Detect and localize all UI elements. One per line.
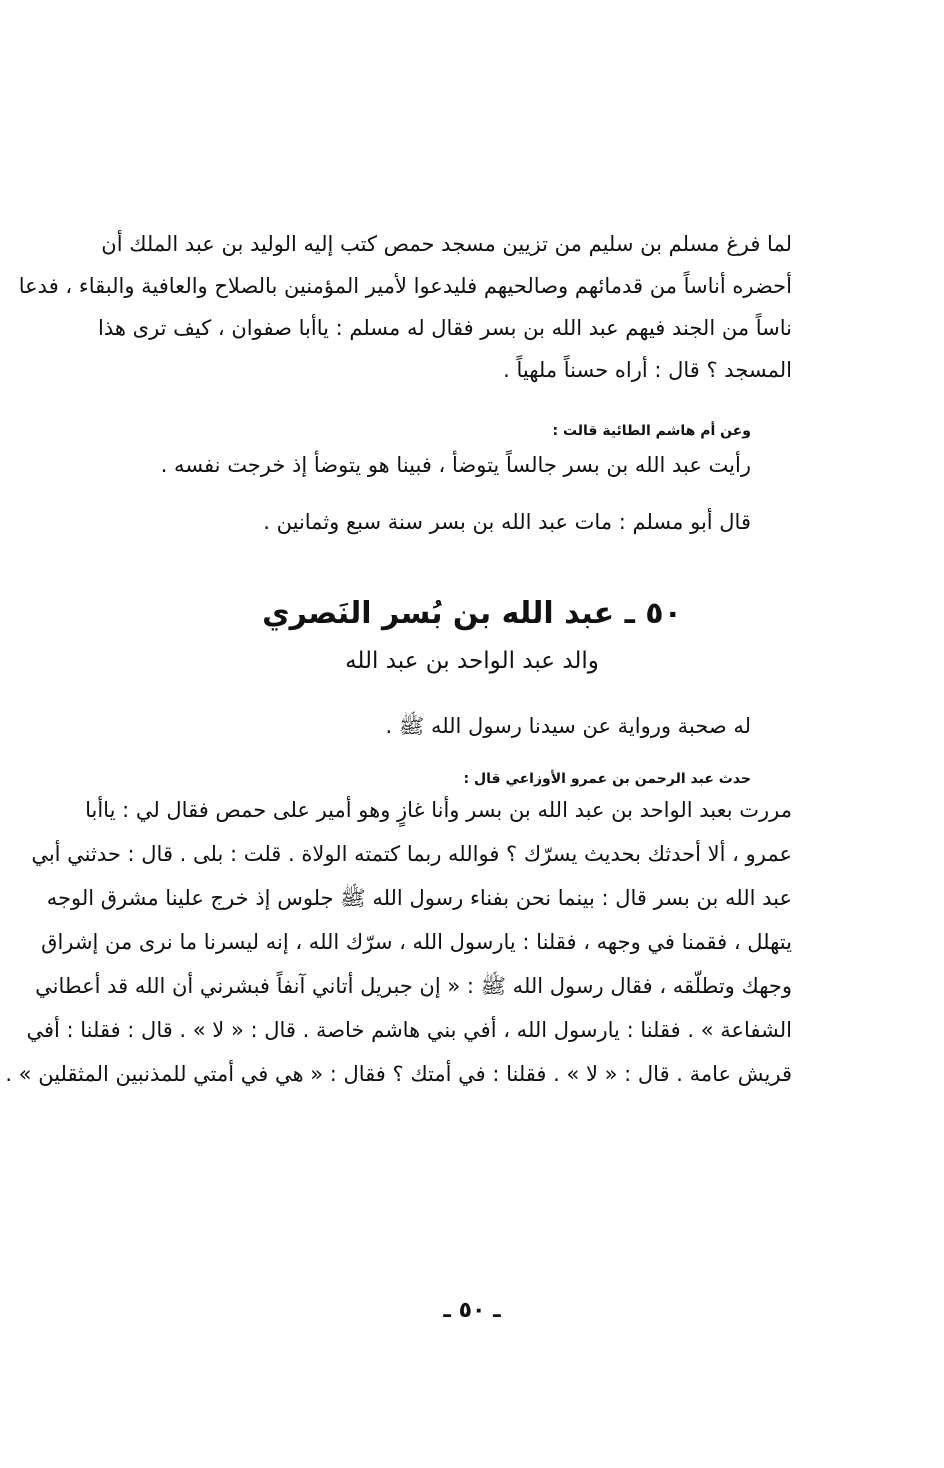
hadith-paragraph xyxy=(5,798,792,1086)
section-heading: ٥٠ ـ عبد الله بن بُسر النَصري xyxy=(262,596,682,631)
hadith-line: عبد الله بن بسر قال : بينما نحن بفناء رسول الله ﷺ جلوس إذ خرج علينا مشرق الوجه xyxy=(46,886,792,910)
intro-line: أحضره أناساً من قدمائهم وصالحيهم فليدعوا لأمير المؤمنين بالصلاح والعافية والبقاء ، فدعا xyxy=(18,274,792,298)
intro-line: لما فرغ مسلم بن سليم من تزيين مسجد حمص كتب إليه الوليد بن عبد الملك أن xyxy=(101,232,792,256)
hadith-line: يتهلل ، فقمنا في وجهه ، فقلنا : يارسول الله ، سرّك الله ، إنه ليسرنا ما نرى من إشراق xyxy=(41,930,792,954)
hadith-line: عمرو ، ألا أحدثك بحديث يسرّك ؟ فوالله ربما كتمته الولاة . قلت : بلى . قال : حدثني أبي xyxy=(31,842,792,866)
page-number: ـ ٥٠ ـ xyxy=(443,1298,501,1323)
intro-paragraph xyxy=(18,232,792,382)
companionship-text: له صحبة ورواية عن سيدنا رسول الله ﷺ . xyxy=(385,714,751,738)
hadith-line: قريش عامة . قال : « لا » . فقلنا : في أمتك ؟ فقال : « هي في أمتي للمذنبين المثقلين » . xyxy=(5,1062,792,1086)
umm-hashim-heading: وعن أم هاشم الطائية قالت : xyxy=(552,423,751,439)
section-subheading: والد عبد الواحد بن عبد الله xyxy=(345,648,599,674)
hadith-line: مررت بعبد الواحد بن عبد الله بن بسر وأنا غازٍ وهو أمير على حمص فقال لي : ياأبا xyxy=(85,798,792,822)
hadith-line: الشفاعة » . فقلنا : يارسول الله ، أفي بني هاشم خاصة . قال : « لا » . قال : فقلنا : أفي xyxy=(26,1018,792,1042)
intro-line: المسجد ؟ قال : أراه حسناً ملهياً . xyxy=(503,358,792,382)
umm-hashim-text: رأيت عبد الله بن بسر جالساً يتوضأ ، فبينا هو يتوضأ إذ خرجت نفسه . xyxy=(160,453,751,477)
intro-line: ناساً من الجند فيهم عبد الله بن بسر فقال له مسلم : ياأبا صفوان ، كيف ترى هذا xyxy=(98,316,792,340)
abu-muslim-text: قال أبو مسلم : مات عبد الله بن بسر سنة سبع وثمانين . xyxy=(263,510,751,534)
awzai-heading: حدث عبد الرحمن بن عمرو الأوزاعي قال : xyxy=(463,771,751,787)
hadith-line: وجهك وتطلّقه ، فقال رسول الله ﷺ : « إن جبريل أتاني آنفاً فبشرني أن الله قد أعطاني xyxy=(35,974,792,998)
